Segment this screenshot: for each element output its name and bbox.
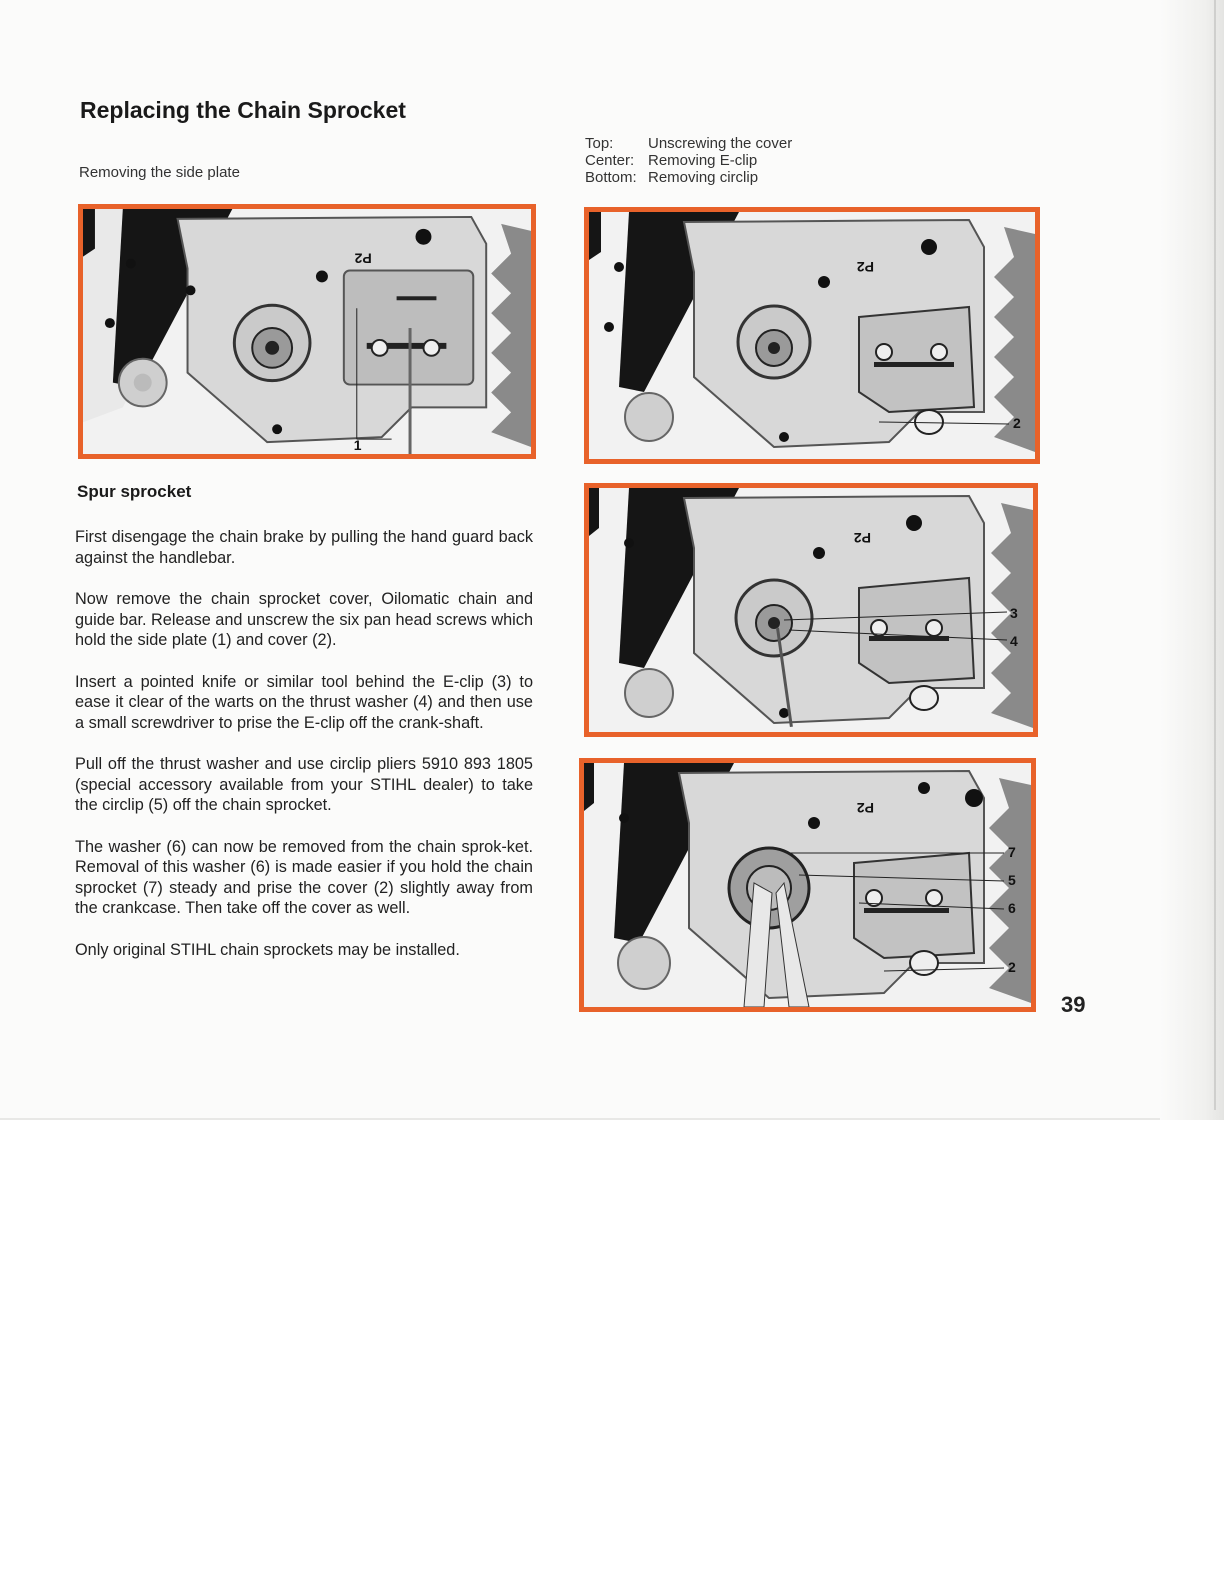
page-edge [1160,0,1224,1130]
paragraph-original-sprockets: Only original STIHL chain sprockets may be installed. [75,940,460,959]
caption-row-center [585,152,792,169]
callout-5: 5 [1008,872,1016,888]
photo-removing-e-clip [584,483,1038,737]
callout-2: 2 [1008,959,1016,975]
callout-7: 7 [1008,844,1016,860]
photo-captions [585,135,792,186]
caption-text: Removing circlip [648,169,759,186]
callout-3: 3 [1010,605,1018,621]
callout-4: 4 [1010,633,1018,649]
page-title: Replacing the Chain Sprocket [80,97,406,123]
photo-removing-circlip [579,758,1036,1012]
caption-key: Bottom: [585,169,637,186]
paragraph-remove-e-clip: Insert a pointed knife or similar tool behind the E-clip (3) to ease it clear of the warts on the thrust washer (4) and then use a small screwdriver to prise the E-clip off the crank-shaft. [75,672,533,732]
callout-2: 2 [1013,415,1021,431]
callout-1: 1 [353,437,362,454]
paragraph-disengage-brake: First disengage the chain brake by pulling the hand guard back against the handlebar. [75,528,533,567]
caption-key: Center: [585,152,635,169]
paragraph-remove-circlip: Pull off the thrust washer and use circlip pliers 5910 893 1805 (special accessory available from your STIHL dealer) to take the circlip (5) off the chain sprocket. [75,755,533,814]
page-number: 39 [1061,992,1086,1017]
caption-row-bottom [585,169,792,186]
section-heading-spur-sprocket: Spur sprocket [77,482,192,501]
caption-row-top [585,135,792,152]
p2-stamp: P2 [856,259,874,275]
caption-removing-side-plate: Removing the side plate [79,164,240,181]
p2-stamp: P2 [853,530,871,546]
paragraph-remove-washer: The washer (6) can now be removed from the chain sprok-ket. Removal of this washer (6) is made easier if you hold the chain sprocket (7) steady and prise the cover (2) slightly away from the crankcase. Then take off the cover as well. [75,837,533,917]
photo-unscrewing-cover [584,207,1040,464]
caption-key: Top: [585,135,614,152]
p2-stamp: P2 [856,800,874,816]
caption-text: Unscrewing the cover [648,135,793,152]
callout-6: 6 [1008,900,1016,916]
caption-text: Removing E-clip [648,152,758,169]
photo-removing-side-plate [78,204,536,459]
p2-stamp: P2 [354,250,372,267]
blank-lower-area [0,1120,1224,1584]
paragraph-remove-cover: Now remove the chain sprocket cover, Oilomatic chain and guide bar. Release and unscrew the six pan head screws which hold the side plate (1) and cover (2). [75,590,533,649]
instructions-body [75,527,533,981]
